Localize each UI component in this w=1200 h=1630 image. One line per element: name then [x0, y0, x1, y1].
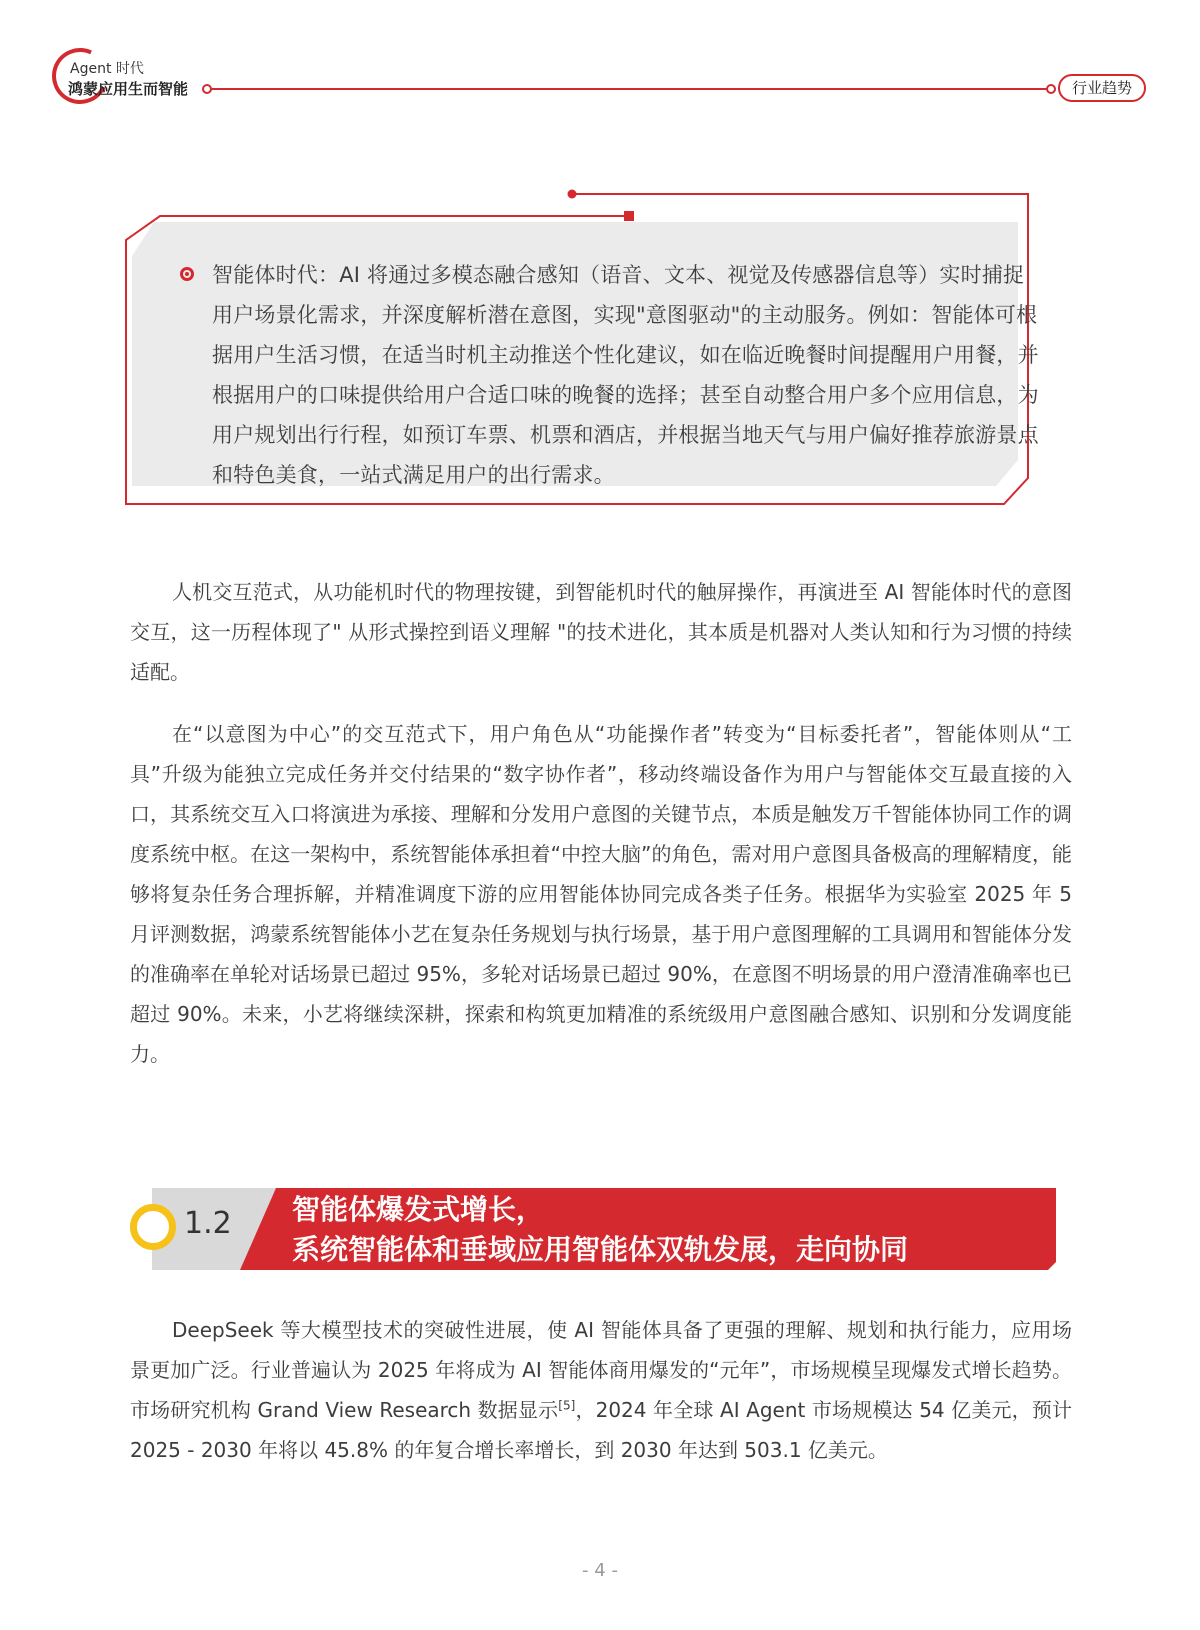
header-logo-line2: 鸿蒙应用生而智能: [68, 80, 189, 98]
callout-text: 智能体时代：AI 将通过多模态融合感知（语音、文本、视觉及传感器信息等）实时捕捉用户场景化需求，并深度解析潜在意图，实现"意图驱动"的主动服务。例如：智能体可根据用户生活习惯，在适当时机主动推送个性化建议，如在临近晚餐时间提醒用户用餐，并根据用户的口味提供给用户合适口味的晚餐的选择；甚至自动整合用户多个应用信息，为用户规划出行行程，如预订车票、机票和酒店，并根据当地天气与用户偏好推荐旅游景点和特色美食，一站式满足用户的出行需求。: [212, 263, 1039, 487]
bullet-ring-icon: [180, 267, 194, 281]
section-number: 1.2: [184, 1206, 232, 1241]
header-logo-line1: Agent 时代: [70, 61, 144, 77]
section-tag: 行业趋势: [1058, 74, 1146, 102]
section-title-line1: 智能体爆发式增长，: [292, 1193, 545, 1226]
paragraph-market-growth-part1: DeepSeek 等大模型技术的突破性进展，使 AI 智能体具备了更强的理解、规划和执行能力，应用场景更加广泛。行业普遍认为 2025 年将成为 AI 智能体商用爆发的“元年”，市场规模呈现爆发式增长趋势。市场研究机构 Grand View Research 数据显示: [130, 1318, 1072, 1422]
paragraph-market-growth-part2: ，2024 年全球 AI Agent 市场规模达 54 亿美元，预计 2025 - 2030 年将以 45.8% 的年复合增长率增长，到 2030 年达到 503.1 亿美元。: [130, 1398, 1072, 1462]
paragraph-interaction-paradigm: 人机交互范式，从功能机时代的物理按键，到智能机时代的触屏操作，再演进至 AI 智能体时代的意图交互，这一历程体现了" 从形式操控到语义理解 "的技术进化，其本质是机器对人类认知和行为习惯的持续适配。: [130, 580, 1072, 684]
reference-marker: [5]: [558, 1398, 576, 1413]
section-title-line2: 系统智能体和垂域应用智能体双轨发展，走向协同: [292, 1233, 909, 1266]
header-rule: [210, 88, 1048, 90]
page-number: - 4 -: [582, 1560, 618, 1581]
section-ring-icon: [130, 1204, 176, 1250]
paragraph-market-growth: [130, 1310, 1072, 1470]
header-rule-dot-icon: [1046, 84, 1056, 94]
paragraph-intent-centered: 在“以意图为中心”的交互范式下，用户角色从“功能操作者”转变为“目标委托者”，智能体则从“工具”升级为能独立完成任务并交付结果的“数字协作者”，移动终端设备作为用户与智能体交互最直接的入口，其系统交互入口将演进为承接、理解和分发用户意图的关键节点，本质是触发万千智能体协同工作的调度系统中枢。在这一架构中，系统智能体承担着“中控大脑”的角色，需对用户意图具备极高的理解精度，能够将复杂任务合理拆解，并精准调度下游的应用智能体协同完成各类子任务。根据华为实验室 2025 年 5 月评测数据，鸿蒙系统智能体小艺在复杂任务规划与执行场景，基于用户意图理解的工具调用和智能体分发的准确率在单轮对话场景已超过 95%，多轮对话场景已超过 90%，在意图不明场景的用户澄清准确率也已超过 90%。未来，小艺将继续深耕，探索和构筑更加精准的系统级用户意图融合感知、识别和分发调度能力。: [130, 722, 1072, 1066]
